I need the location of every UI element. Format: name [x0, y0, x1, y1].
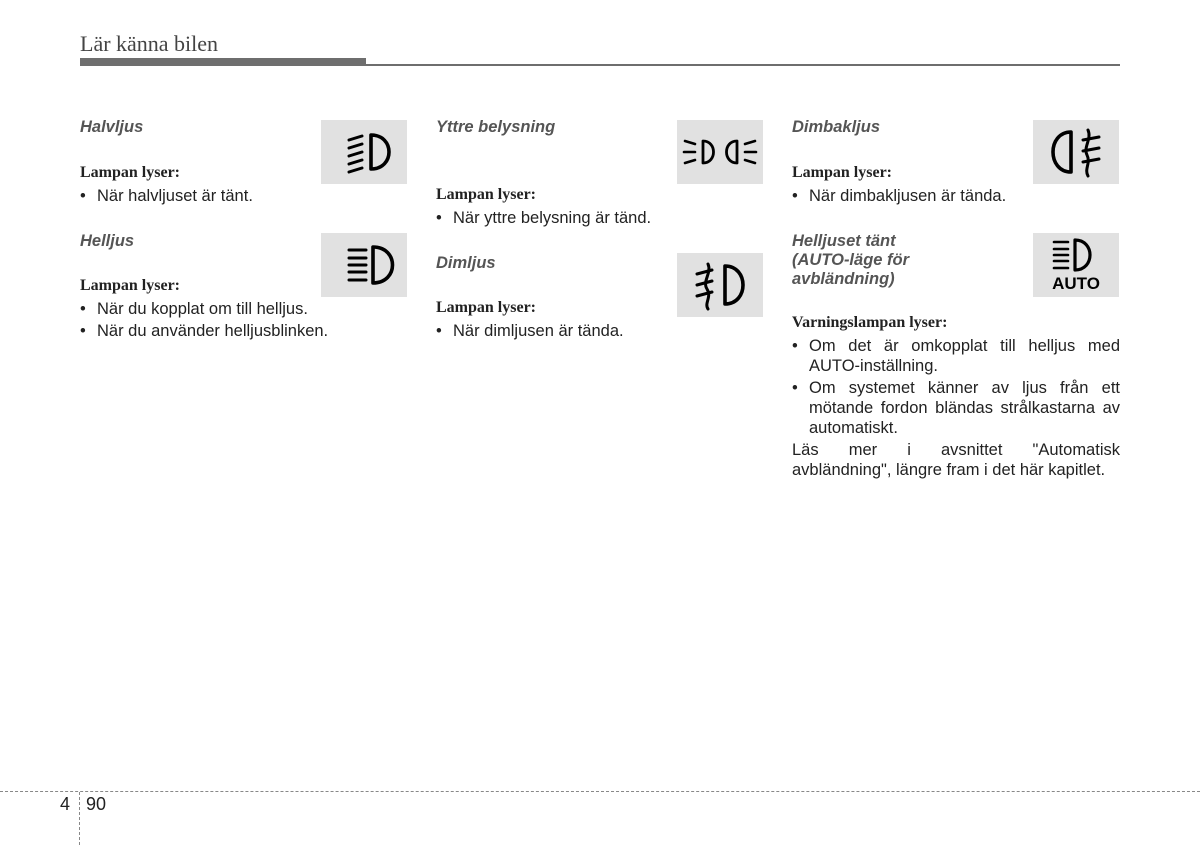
section-heading-auto-high-beam-line1: Helljuset tänt [792, 232, 896, 250]
list-item: • Om systemet känner av ljus från ett mötande fordon bländas strålkastarna av automatiskt. [792, 379, 1120, 437]
chapter-number: 4 [60, 794, 71, 814]
warning-lamp-label: Varningslampan lyser: [792, 314, 948, 331]
rear-fog-lamp-icon [1033, 120, 1119, 184]
section-heading-auto-high-beam-line3: avbländning) [792, 270, 895, 288]
list-item: • När yttre belysning är tänd. [436, 209, 652, 227]
section-heading-low-beam: Halvljus [80, 118, 144, 136]
header-rule [80, 64, 1120, 66]
section-heading-high-beam: Helljus [80, 232, 135, 250]
list-item: • När du kopplat om till helljus. [80, 300, 308, 318]
lamp-label: Lampan lyser: [80, 164, 180, 181]
high-beam-icon [321, 233, 407, 297]
front-fog-lamp-icon [677, 253, 763, 317]
list-item: • När dimljusen är tända. [436, 322, 624, 340]
page-number: 90 [86, 794, 107, 814]
list-item: • När dimbakljusen är tända. [792, 187, 1007, 205]
list-item: • När halvljuset är tänt. [80, 187, 253, 205]
auto-label: AUTO [1052, 274, 1100, 293]
lamp-label: Lampan lyser: [436, 299, 536, 316]
section-heading-auto-high-beam-line2: (AUTO-läge för [792, 251, 910, 269]
section-heading-position-lamp: Yttre belysning [436, 118, 556, 136]
page-header-title: Lär känna bilen [80, 31, 219, 56]
lamp-label: Lampan lyser: [792, 164, 892, 181]
low-beam-icon [321, 120, 407, 184]
list-item: • När du använder helljusblinken. [80, 322, 329, 340]
footer-rule [0, 791, 1200, 792]
lamp-label: Lampan lyser: [436, 186, 536, 203]
auto-high-beam-icon [1033, 233, 1119, 297]
lamp-label: Lampan lyser: [80, 277, 180, 294]
reference-paragraph: Läs mer i avsnittet "Automatisk avbländning", längre fram i det här kapitlet. [792, 441, 1120, 479]
list-item: • Om det är omkopplat till helljus med AUTO-inställning. [792, 337, 1120, 375]
footer-divider [79, 792, 80, 845]
section-heading-front-fog: Dimljus [436, 254, 496, 272]
position-lamp-icon [677, 120, 763, 184]
section-heading-rear-fog: Dimbakljus [792, 118, 881, 136]
